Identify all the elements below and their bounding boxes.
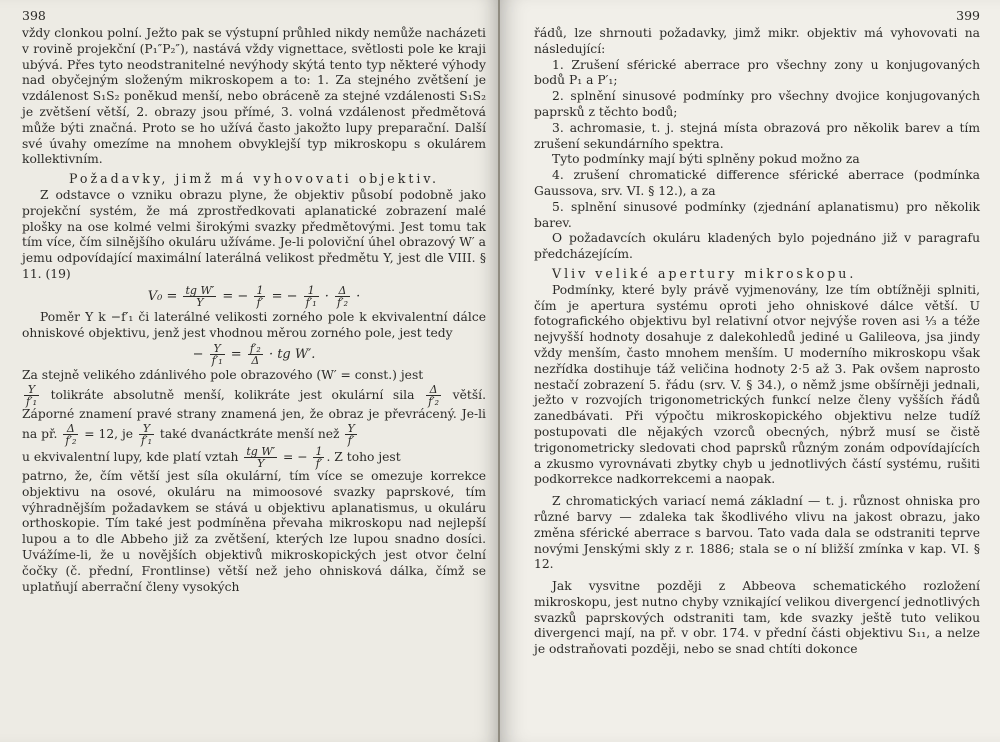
left-page-text [22, 26, 486, 595]
page-number-left: 398 [22, 8, 46, 23]
list-item: 5. splnění sinusové podmínky (zjednání aplanatismu) pro několik barev. [534, 199, 980, 230]
paragraph: řádů, lze shrnouti požadavky, jimž mikr. objektiv má vyhovovati na následující: [534, 26, 980, 56]
list-item: 1. Zrušení sférické aberrace pro všechny zony u konjugovaných bodů P₁ a P′₁; [534, 57, 980, 88]
page-number-right: 399 [956, 8, 980, 23]
paragraph: Tyto podmínky mají býti splněny pokud možno za [552, 152, 860, 167]
paragraph: Jak vysvitne později z Abbeova schematického rozložení mikroskopu, jest nutno chyby vznikající velikou divergencí jednotlivých svazků paprskových odstraniti tam, kde svazky ještě tuto velikou divergenci mají, na př. v obr. 174. v přední části objektivu S₁₁, a nelze je odstraňovati později, nebo se snad chtíti dokonce [534, 579, 980, 657]
paragraph-inline: $\frac{Y}{\text{f′₁}}$ tolikráte absolutně menší, kolikráte jest okulární sila $\frac{\Delta}{\text{f′₂}}$ větší. Záporné znamení pravé strany znamená jen, že obraz je převrácený. Je-li na př. $\frac{\Delta}{\text{f′₂}}$ = 12, je $\frac{Y}{\text{f′₁}}$ také dvanáctkráte menší než $\frac{Y}{f'}$ [22, 383, 486, 447]
paragraph: Podmínky, které byly právě vyjmenovány, lze tím obtížněji splniti, čím je apertura systému oproti jeho ohniskové dálce větší. U fotografického objektivu byl relativní otvor nejvýše roven asi ⅓ a téže nejvyšší hodnoty dosahuje z dalekohledů jediné u Galileova, jsa jindy vždy menším, často mnohem menším. U moderního mikroskopu však nezřídka dostihuje táž veličina hodnoty 2·5 až 3. Pak ovšem naprosto nestačí zobrazení 5. řádu (srv. V. § 34.), o němž jsme obšírněji jednali, ježto v rozvojích trigonometrických funkcí nelze členy vyšších řádů zanedbávati. Při výpočtu mikroskopického objektivu nelze tudíž postupovati dle nějakých vzorců obecných, nýbrž musí se čistě trigonometricky sledovati chod paprsků různým zonám odpovídajících a zkusmo vyrovnávati zbytky chyb u jednotlivých částí systému, rušiti podkorrekce nadkorrekcemi a naopak. [534, 282, 980, 487]
paragraph: O požadavcích okuláru kladených bylo pojednáno již v paragrafu předcházejícím. [534, 231, 980, 262]
paragraph-inline: u ekvivalentní lupy, kde platí vztah $\frac{\text{tg W′}}{Y}$ = − $\frac{1}{f'}$ . Z toho jest [22, 444, 401, 470]
text-fragment: také dvanáctkráte menší než [159, 426, 340, 441]
text-fragment: větší. Záporné znamení pravé strany znamená jen, že obraz je převrácený. Je-li na př. [22, 388, 486, 441]
paragraph: Za stejně velikého zdánlivého pole obrazového (W′ = const.) jest [22, 368, 424, 383]
paragraph: vždy clonkou polní. Ježto pak se výstupní průhled nikdy nemůže nacházeti v rovině projekční (P₁″P₂″), nastává vždy vignettace, světlosti pole ke kraji ubývá. Přes tyto neodstranitelné nevýhody skýtá tento typ některé výhody nad obyčejným složeným mikroskopem a to: 1. Za stejného zvětšení je vzdálenost S₁S₂ poněkud menší, nebo obráceně za stejné vzdálenosti S₁S₂ je zvětšení větší, 2. obrazy jsou přímé, 3. volná vzdálenost předmětová může býti značná. Proto se ho užívá často jakožto lupy preparační. Další své úvahy omezíme na mnohem obvyklejší typ mikroskopu s okulárem kollektivním. [22, 26, 486, 167]
list-item: 4. zrušení chromatické difference sférické aberrace (podmínka Gaussova, srv. VI. § 12.), a za [534, 168, 980, 198]
right-page [500, 0, 1000, 742]
right-page-text [534, 26, 980, 658]
paragraph: Poměr Y k −f′₁ či laterálné velikosti zorného pole k ekvivalentní dálce ohniskové objektivu, jenž jest vhodnou měrou zorného pole, jest tedy [22, 309, 486, 340]
text-fragment: . Z toho jest [326, 449, 401, 464]
section-heading: Vliv veliké apertury mikroskopu. [552, 265, 857, 281]
paragraph: Z odstavce o vzniku obrazu plyne, že objektiv působí podobně jako projekční systém, že má zprostředkovati aplanatické zobrazení malé plošky na ose kolmé velmi širokými svazky předmětovými. Jest tomu tak tím více, čím silnějšího okuláru užíváme. Je-li poloviční úhel obrazový W′ a jemu odpovídající maximální laterálná velikost předmětu Y, jest dle VIII. § 11. (19) [22, 187, 486, 281]
text-fragment: = 12, je [84, 426, 134, 441]
equation-19: V₀ = $\frac{\text{tg W′}}{Y}$ = − $\frac{1}{f'}$ = − $\frac{1}{\text{f′₁}}$ · $\frac{\Delta}{\text{f′₂}}$ · [147, 283, 361, 309]
list-item: 2. splnění sinusové podmínky pro všechny dvojice konjugovaných paprsků z těchto bodů; [534, 89, 980, 119]
text-fragment: tolikráte absolutně menší, kolikráte jest okulární sila [50, 388, 415, 403]
list-item: 3. achromasie, t. j. stejná místa obrazová pro několik barev a tím zrušení sekundárního spektra. [534, 120, 980, 151]
paragraph: Z chromatických variací nemá základní — t. j. různost ohniska pro různé barvy — zdaleka tak škodlivého vlivu na jakost obrazu, jako změna sférické aberrace s barvou. Tato vada dala se odstraniti teprve novými Jenskými skly z r. 1886; stala se o ní bližší zmínka v kap. VI. § 12. [534, 494, 980, 572]
equation-field: − $\frac{Y}{\text{f′₁}}$ = $\frac{\text{f′₂}}{\Delta}$ · tg W′. [192, 342, 316, 368]
text-fragment: u ekvivalentní lupy, kde platí vztah [22, 449, 239, 464]
paragraph: patrno, že, čím větší jest síla okulární, tím více se omezuje korrekce objektivu na osové, okuláru na mimoosové svazky paprskové, tím výhradnějším požadavkem se stává u objektivu aplanatismus, u okuláru orthoskopie. Tím také jest podmíněna převaha mikroskopu nad nejlepší lupou a to dle Abbeho již za zvětšení, kterých lze lupou snadno dosíci. Uvážíme-li, že u novějších objektivů mikroskopických jest otvor čelní čočky (č. přední, Frontlinse) větší než jeho ohnisková dálka, čímž se uplatňují aberrační členy vysokých [22, 468, 486, 594]
section-heading: Požadavky, jimž má vyhovovati objektiv. [68, 171, 440, 187]
